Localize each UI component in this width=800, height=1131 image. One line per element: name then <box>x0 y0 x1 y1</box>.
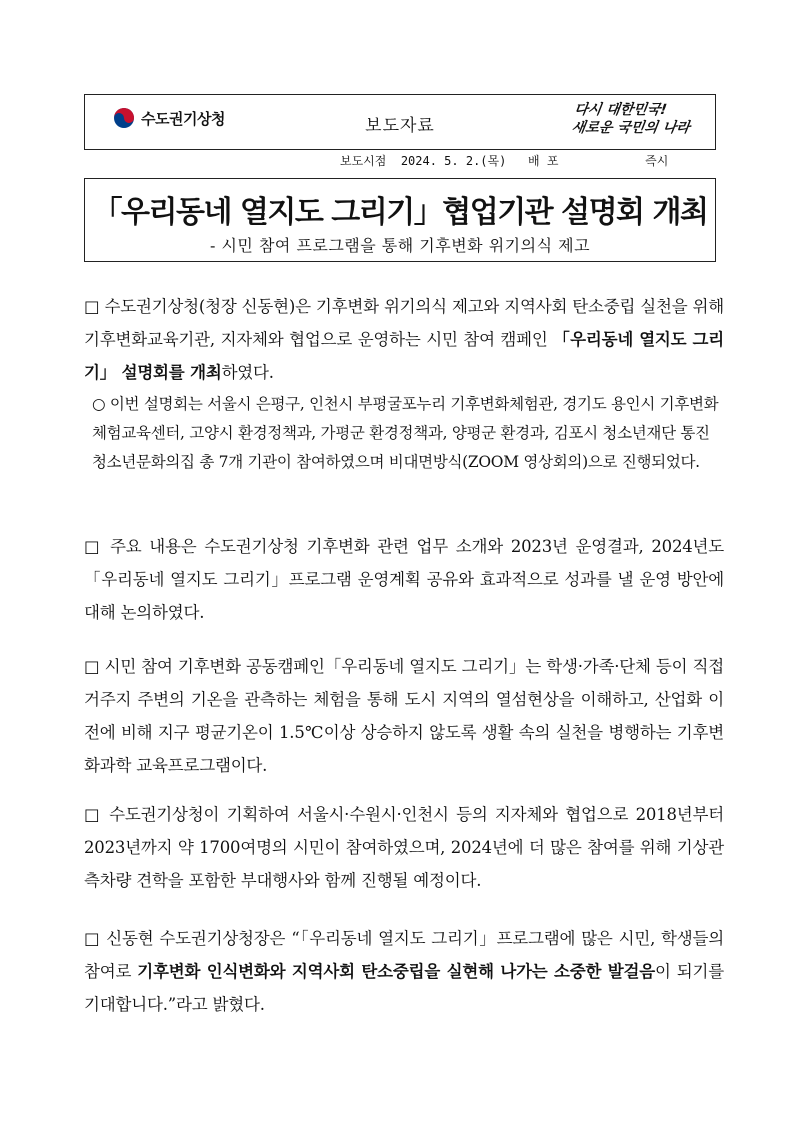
header-box <box>84 94 716 150</box>
paragraph-1-sub: ○ 이번 설명회는 서울시 은평구, 인천시 부평굴포누리 기후변화체험관, 경기도 용인시 기후변화체험교육센터, 고양시 환경정책과, 가평군 환경정책과, 양평군 환경과, 김포시 청소년재단 통진청소년문화의집 총 7개 기관이 참여하였으며 비대면방식(ZOOM 영상회의)으로 진행되었다. <box>92 395 719 471</box>
circle-marker: ○ <box>92 395 106 413</box>
bold-highlight: 기후변화 인식변화와 지역사회 탄소중립을 실현해 나가는 소중한 발걸음 <box>137 962 656 981</box>
slogan <box>571 101 694 137</box>
org-name: 수도권기상청 <box>141 109 225 128</box>
main-title: 「우리동네 열지도 그리기」협업기관 설명회 개최 <box>92 195 708 230</box>
paragraph-3: □ 시민 참여 기후변화 공동캠페인「우리동네 열지도 그리기」는 학생·가족·단체 등이 직접 거주지 주변의 기온을 관측하는 체험을 통해 도시 지역의 열섬현상을 이해하고, 산업화 이전에 비해 지구 평균기온이 1.5℃이상 상승하지 않도록 생활 속의 실천을 병행하는 기후변화과학 교육프로그램이다. <box>84 657 725 775</box>
checkbox-marker: □ <box>84 929 101 948</box>
title-box <box>84 178 716 262</box>
doc-type: 보도자료 <box>365 116 435 136</box>
release-date: 2024. 5. 2.(목) <box>400 154 507 168</box>
checkbox-marker: □ <box>84 657 100 676</box>
paragraph-4: □ 수도권기상청이 기획하여 서울시·수원시·인천시 등의 지자체와 협업으로 2018년부터 2023년까지 약 1700여명의 시민이 참여하였으며, 2024년에 더 많은 참여를 위해 기상관측차량 견학을 포함한 부대행사와 함께 진행될 예정이다. <box>84 805 724 890</box>
checkbox-marker: □ <box>84 297 100 316</box>
sub-title: - 시민 참여 프로그램을 통해 기후변화 위기의식 제고 <box>209 236 591 255</box>
slogan-line-2: 새로운 국민의 나라 <box>570 120 691 136</box>
distribution-label: 배 포 <box>528 154 559 168</box>
paragraph-1: □ 수도권기상청(청장 신동현)은 기후변화 위기의식 제고와 지역사회 탄소중립 실천을 위해 기후변화교육기관, 지자체와 협업으로 운영하는 시민 참여 캠페인 「우리동네 열지도 그리기」 설명회를 개최하였다. <box>84 297 725 382</box>
bold-highlight: 「우리동네 열지도 그리기」 설명회를 개최 <box>84 330 724 382</box>
checkbox-marker: □ <box>84 537 103 556</box>
paragraph-2: □ 주요 내용은 수도권기상청 기후변화 관련 업무 소개와 2023년 운영결과, 2024년도「우리동네 열지도 그리기」프로그램 운영계획 공유와 효과적으로 성과를 낼 운영 방안에 대해 논의하였다. <box>84 537 725 622</box>
release-line <box>340 152 668 169</box>
checkbox-marker: □ <box>84 805 102 824</box>
release-label: 보도시점 <box>340 154 387 168</box>
slogan-line-1: 다시 대한민국! <box>573 102 668 118</box>
paragraph-5: □ 신동현 수도권기상청장은 “「우리동네 열지도 그리기」프로그램에 많은 시민, 학생들의 참여로 기후변화 인식변화와 지역사회 탄소중립을 실현해 나가는 소중한 발걸음이 되기를 기대합니다.”라고 밝혔다. <box>84 929 725 1014</box>
distribution-value: 즉시 <box>645 154 669 168</box>
